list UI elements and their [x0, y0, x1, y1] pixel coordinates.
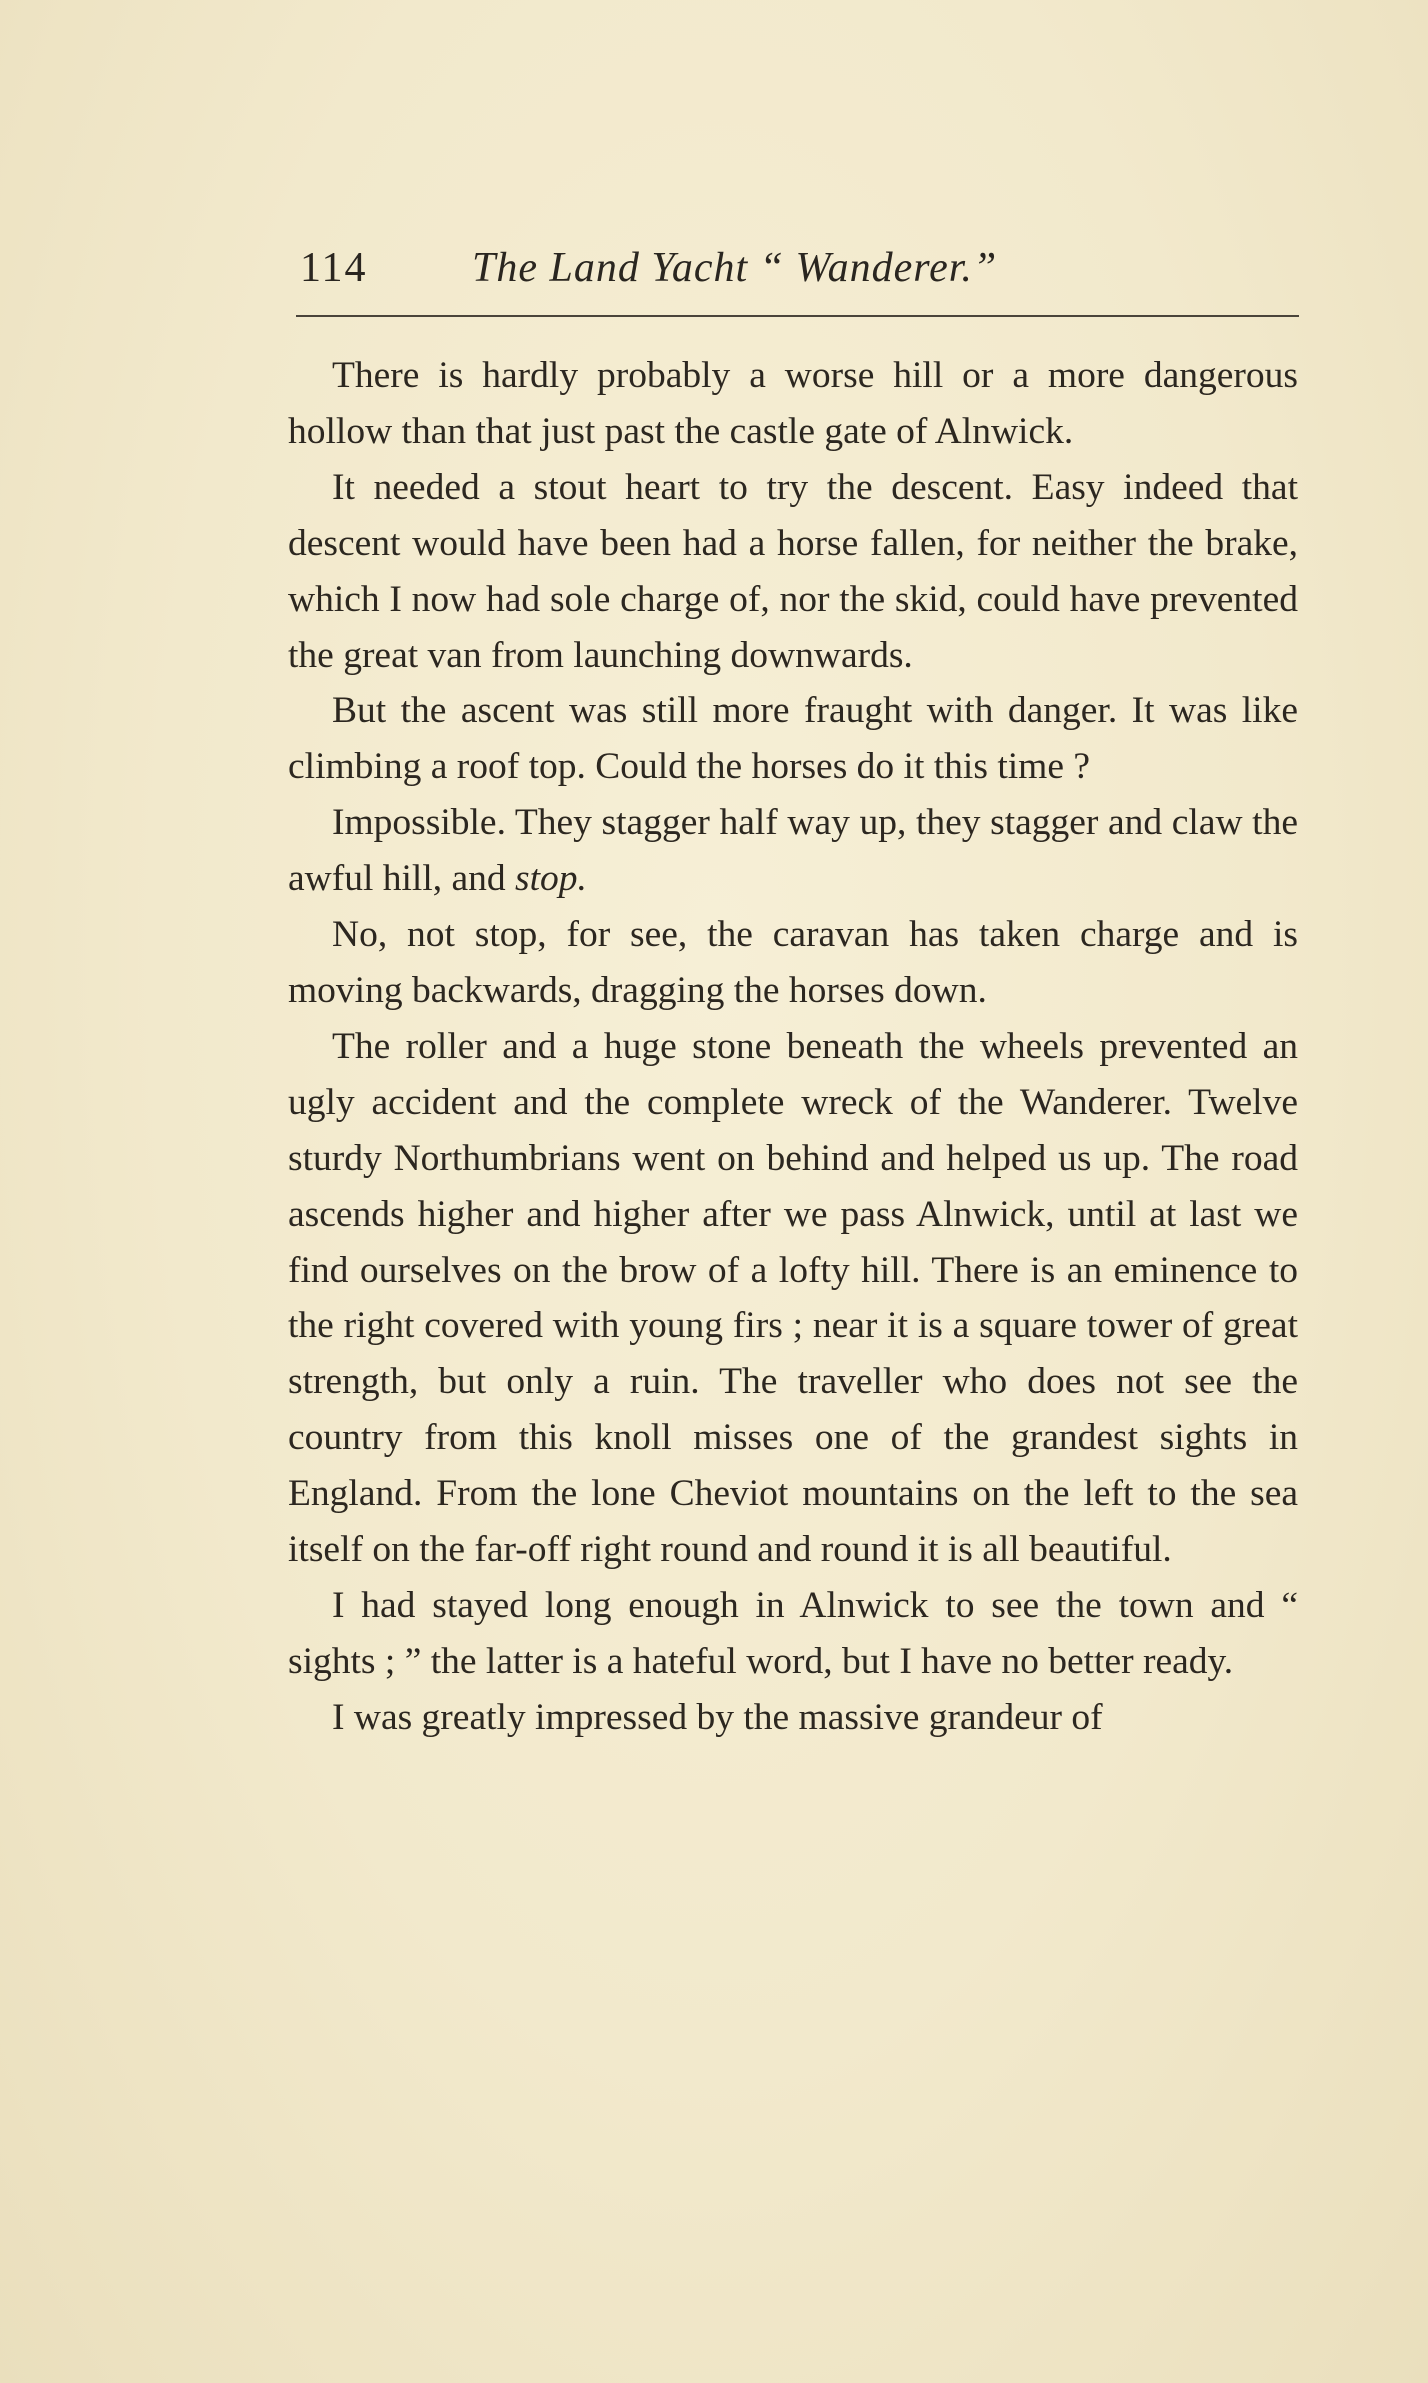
paragraph-6: The roller and a huge stone beneath the wheels prevented an ugly accident and the complete wreck of the Wanderer. Twelve sturdy Northumbrians went on behind and helped us up. The road ascends higher and higher after we pass Alnwick, until at last we find ourselves on the brow of a lofty hill. There is an eminence to the right covered with young firs ; near it is a square tower of great strength, but only a ruin. The traveller who does not see the country from this knoll misses one of the grandest sights in England. From the lone Cheviot mountains on the left to the sea itself on the far-off right round and round it is all beautiful. — [288, 1025, 1298, 1571]
paragraph-4 — [288, 795, 1298, 907]
paragraph-1: There is hardly probably a worse hill or a more dangerous hollow than that just past the castle gate of Alnwick. — [288, 355, 1298, 452]
running-title: The Land Yacht “ Wanderer.” — [472, 245, 998, 291]
emphasis-stop: stop. — [515, 858, 587, 900]
paragraph-2: It needed a stout heart to try the descent. Easy indeed that descent would have been had a horse fallen, for neither the brake, which I now had sole charge of, nor the skid, could have prevented the great van from launching downwards. — [288, 466, 1298, 676]
paragraph-4-text: Impossible. They stagger half way up, they stagger and claw the awful hill, and — [288, 802, 1298, 900]
page-number: 114 — [300, 245, 368, 291]
paragraph-5: No, not stop, for see, the caravan has taken charge and is moving backwards, dragging the horses down. — [288, 914, 1298, 1011]
paragraph-7: I had stayed long enough in Alnwick to see the town and “ sights ; ” the latter is a hateful word, but I have no better ready. — [288, 1584, 1298, 1682]
page-header — [300, 238, 1300, 298]
paragraph-8: I was greatly impressed by the massive grandeur of — [332, 1696, 1103, 1738]
paragraph-3: But the ascent was still more fraught with danger. It was like climbing a roof top. Could the horses do it this time ? — [288, 690, 1298, 788]
header-rule — [296, 315, 1299, 317]
body-text — [288, 348, 1298, 1746]
